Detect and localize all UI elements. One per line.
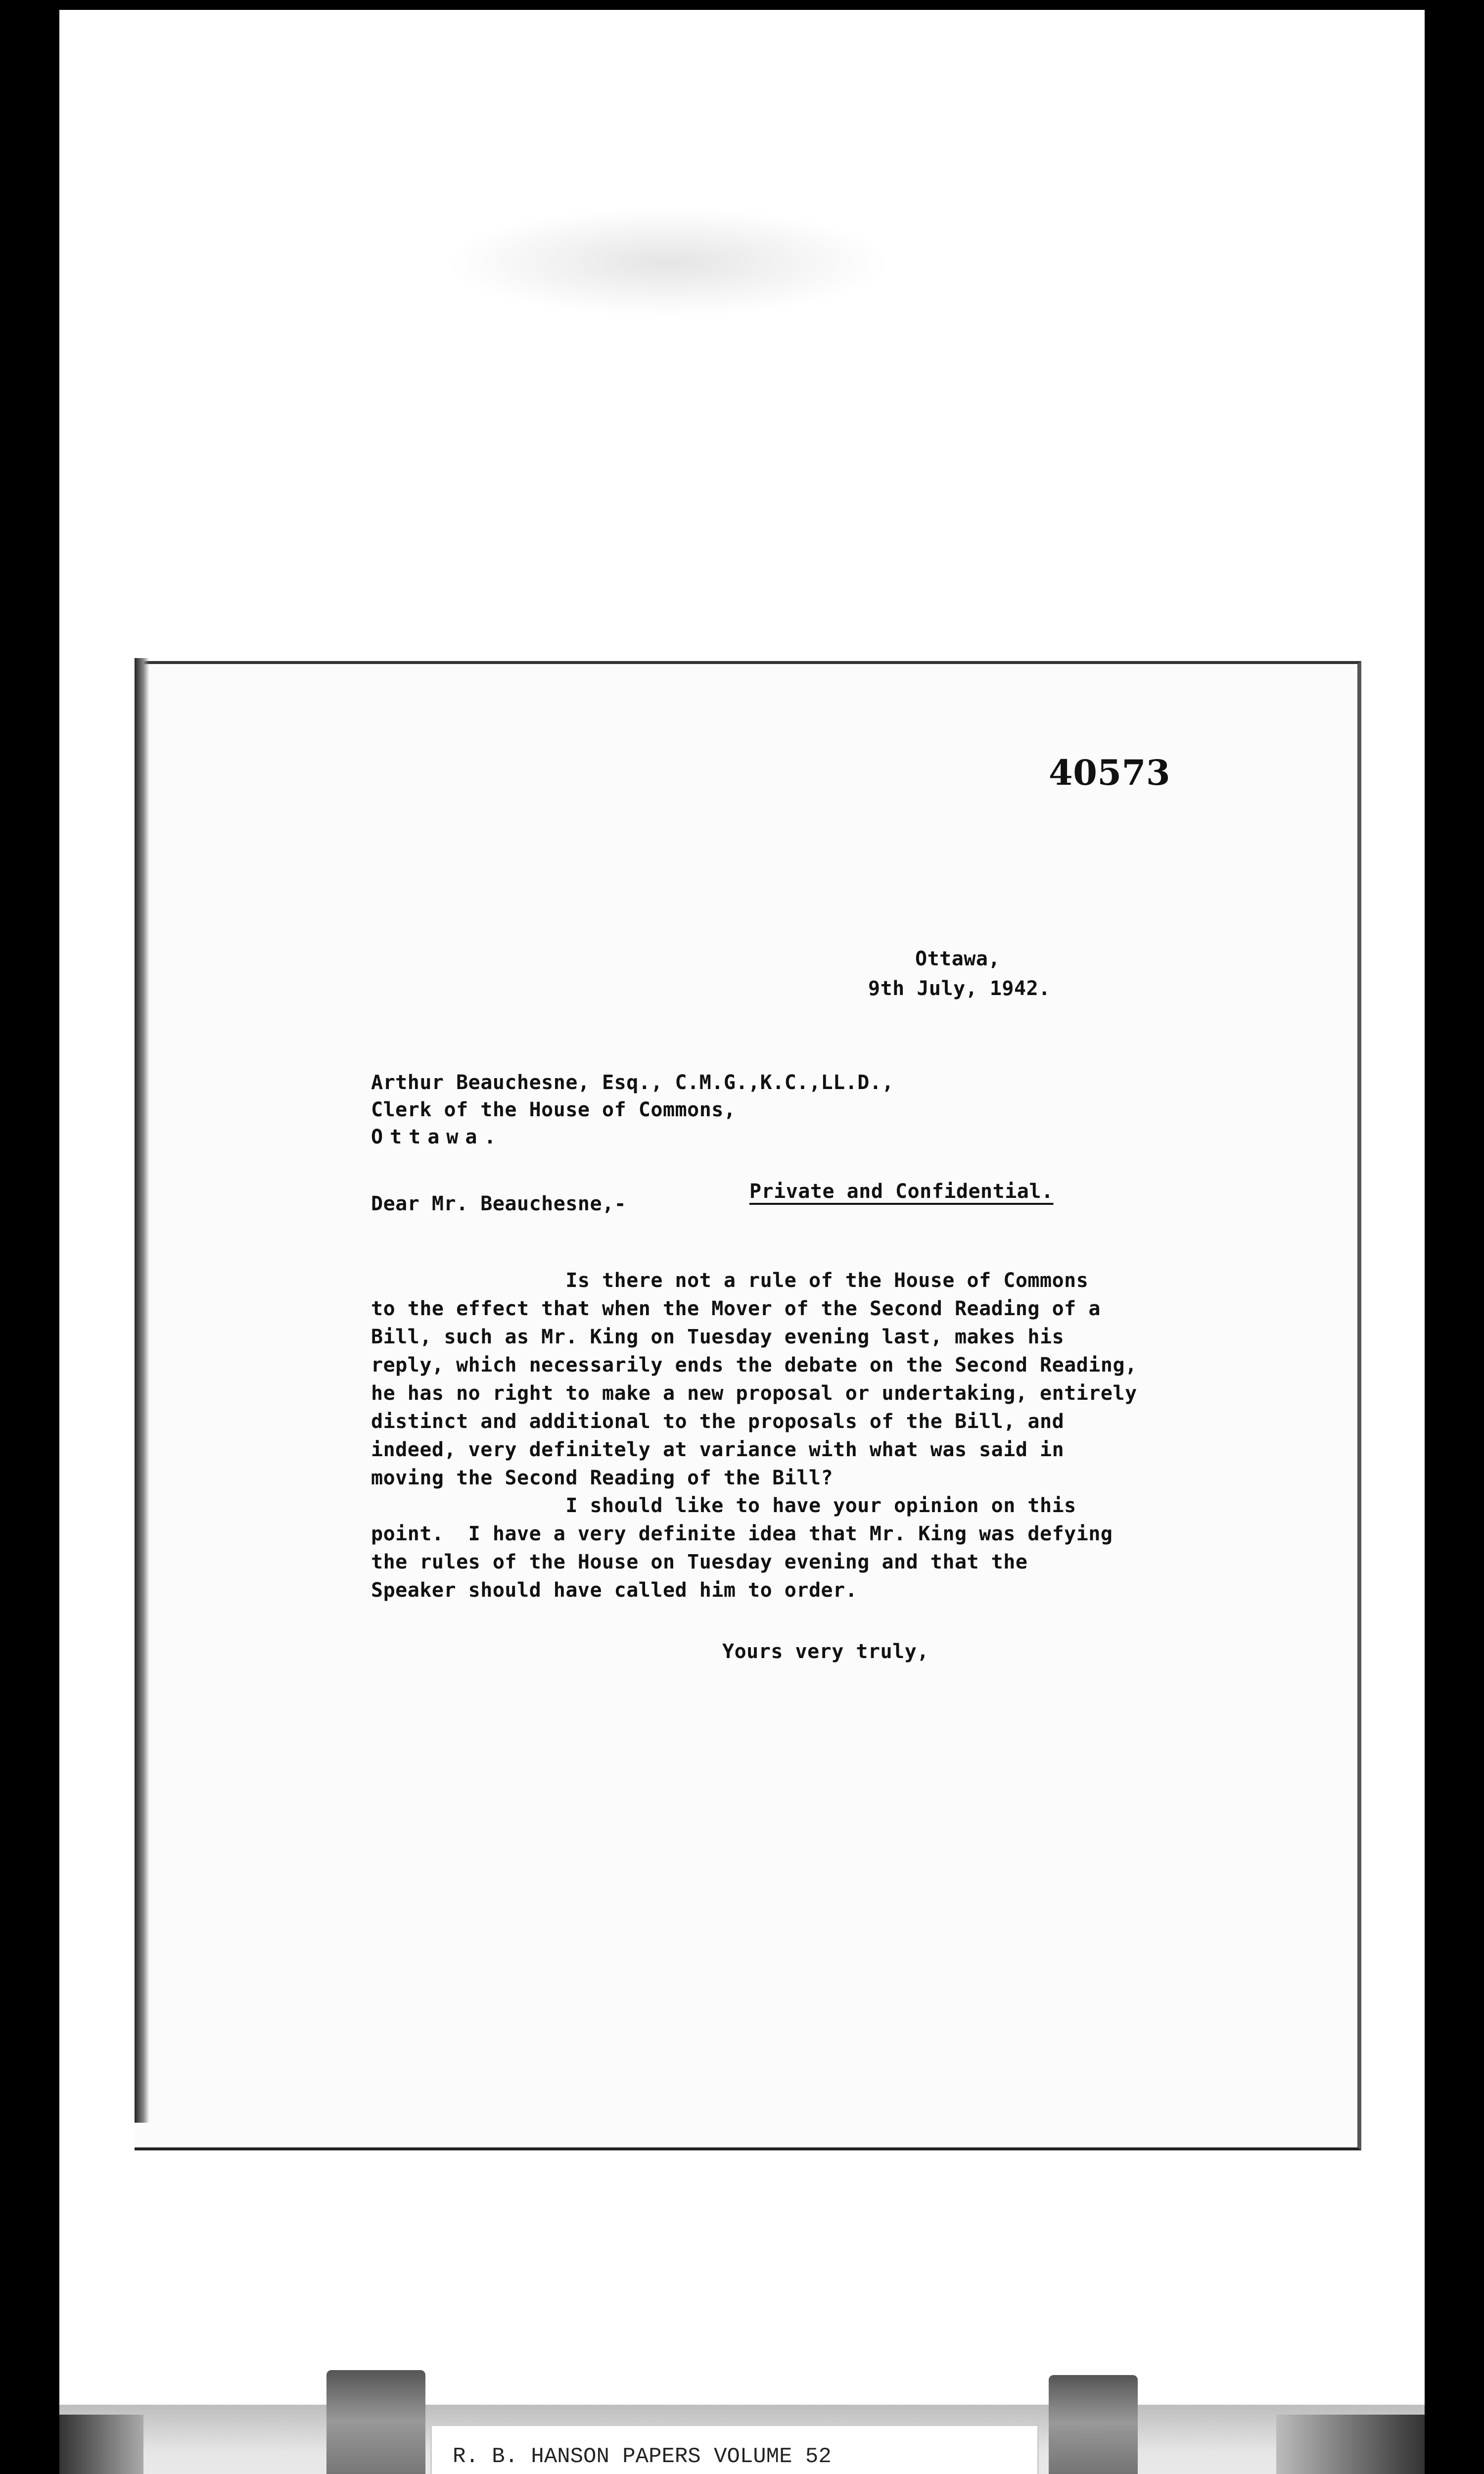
letter-paragraph-2: I should like to have your opinion on this point. I have a very definite idea that Mr. King was defying the rules of the House on Tuesday evening and that the Speaker should have called him to order. — [371, 1494, 1113, 1602]
recipient-name: Arthur Beauchesne, Esq., C.M.G.,K.C.,LL.D., — [371, 1071, 894, 1094]
letter-closing: Yours very truly, — [722, 1640, 929, 1663]
archive-side-right — [1276, 2415, 1425, 2474]
smudge-mark — [445, 208, 890, 317]
letter-place: Ottawa, — [915, 948, 1001, 970]
confidential-note: Private and Confidential. — [749, 1180, 1054, 1203]
sheet-shadow-edge — [135, 658, 149, 2123]
archive-side-left — [59, 2415, 143, 2474]
salutation: Dear Mr. Beauchesne,- — [371, 1192, 627, 1215]
document-number: 40573 — [1049, 752, 1171, 793]
recipient-title: Clerk of the House of Commons, — [371, 1098, 736, 1121]
binder-clip-right — [1049, 2375, 1138, 2474]
volume-label: R. B. HANSON PAPERS VOLUME 52 — [453, 2444, 832, 2469]
binder-clip-left — [326, 2370, 425, 2474]
recipient-city: Ottawa. — [371, 1126, 503, 1148]
letter-date: 9th July, 1942. — [868, 977, 1051, 1000]
letter-paragraph-1: Is there not a rule of the House of Commons to the effect that when the Mover of the Second Reading of a Bill, such as Mr. King on Tuesday evening last, makes his reply, which necessarily ends the debate on the Second Reading, he has no right to make a new proposal or undertaking, entirely distinct and additional to the proposals of the Bill, and indeed, very definitely at variance with what was said in moving the Second Reading of the Bill? — [371, 1269, 1137, 1489]
